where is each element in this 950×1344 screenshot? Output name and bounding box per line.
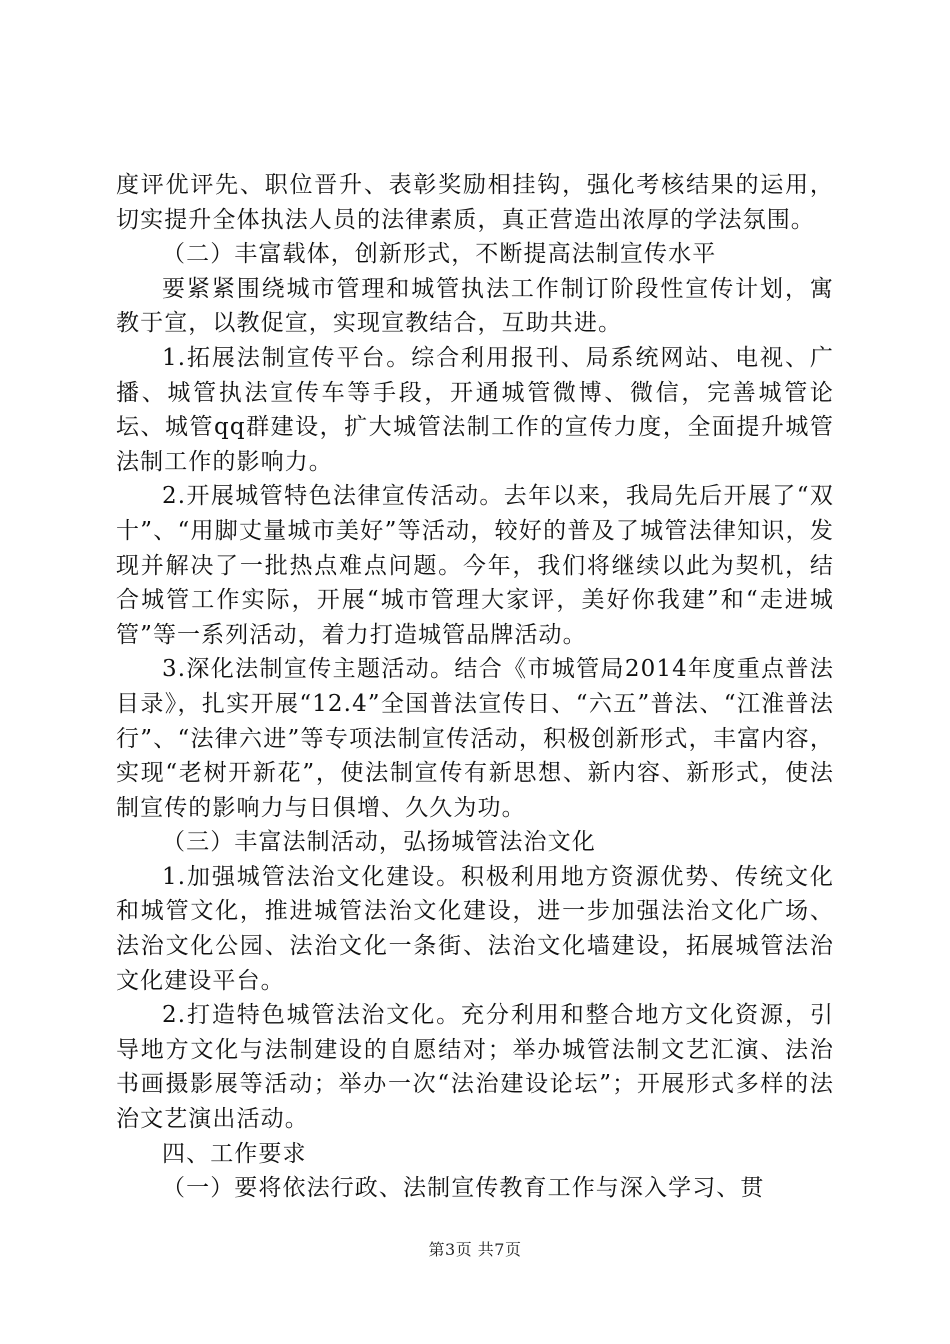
section-heading-2: （二）丰富载体，创新形式，不断提高法制宣传水平 [162,241,717,268]
list-item-2: 2.开展城管特色法律宣传活动。去年以来，我局先后开展了“双十”、“用脚丈量城市美好”等活动，较好的普及了城管法律知识，发现并解决了一批热点难点问题。今年，我们将继续以此为契机，结合城管工作实际，开展“城市管理大家评，美好你我建”和“走进城管”等一系列活动，着力打造城管品牌活动。 [116,483,834,648]
list-item-5: 2.打造特色城管法治文化。充分利用和整合地方文化资源，引导地方文化与法制建设的自愿结对；举办城管法制文艺汇演、法治书画摄影展等活动；举办一次“法治建设论坛”；开展形式多样的法治文艺演出活动。 [116,1002,834,1133]
document-body [116,168,834,1206]
list-item-4: 1.加强城管法治文化建设。积极利用地方资源优势、传统文化和城管文化，推进城管法治文化建设，进一步加强法治文化广场、法治文化公园、法治文化一条街、法治文化墙建设，拓展城管法治文化建设平台。 [116,863,834,994]
paragraph-last: （一）要将依法行政、法制宣传教育工作与深入学习、贯 [162,1175,765,1202]
section-heading-3: （三）丰富法制活动，弘扬城管法治文化 [162,829,596,856]
list-item-3: 3.深化法制宣传主题活动。结合《市城管局2014年度重点普法目录》，扎实开展“12.4”全国普法宣传日、“六五”普法、“江淮普法行”、“法律六进”等专项法制宣传活动，积极创新形式，丰富内容，实现“老树开新花”，使法制宣传有新思想、新内容、新形式，使法制宣传的影响力与日俱增、久久为功。 [116,656,834,821]
list-item-1: 1.拓展法制宣传平台。综合利用报刊、局系统网站、电视、广播、城管执法宣传车等手段，开通城管微博、微信，完善城管论坛、城管qq群建设，扩大城管法制工作的宣传力度，全面提升城管法制工作的影响力。 [116,344,834,475]
section-heading-4: 四、工作要求 [162,1140,307,1167]
paragraph-3: 要紧紧围绕城市管理和城管执法工作制订阶段性宣传计划，寓教于宣，以教促宣，实现宣教结合，互助共进。 [116,275,834,337]
page-number-footer: 第3页 共7页 [428,1240,522,1259]
paragraph-1: 度评优评先、职位晋升、表彰奖励相挂钩，强化考核结果的运用，切实提升全体执法人员的法律素质，真正营造出浓厚的学法氛围。 [116,172,834,233]
